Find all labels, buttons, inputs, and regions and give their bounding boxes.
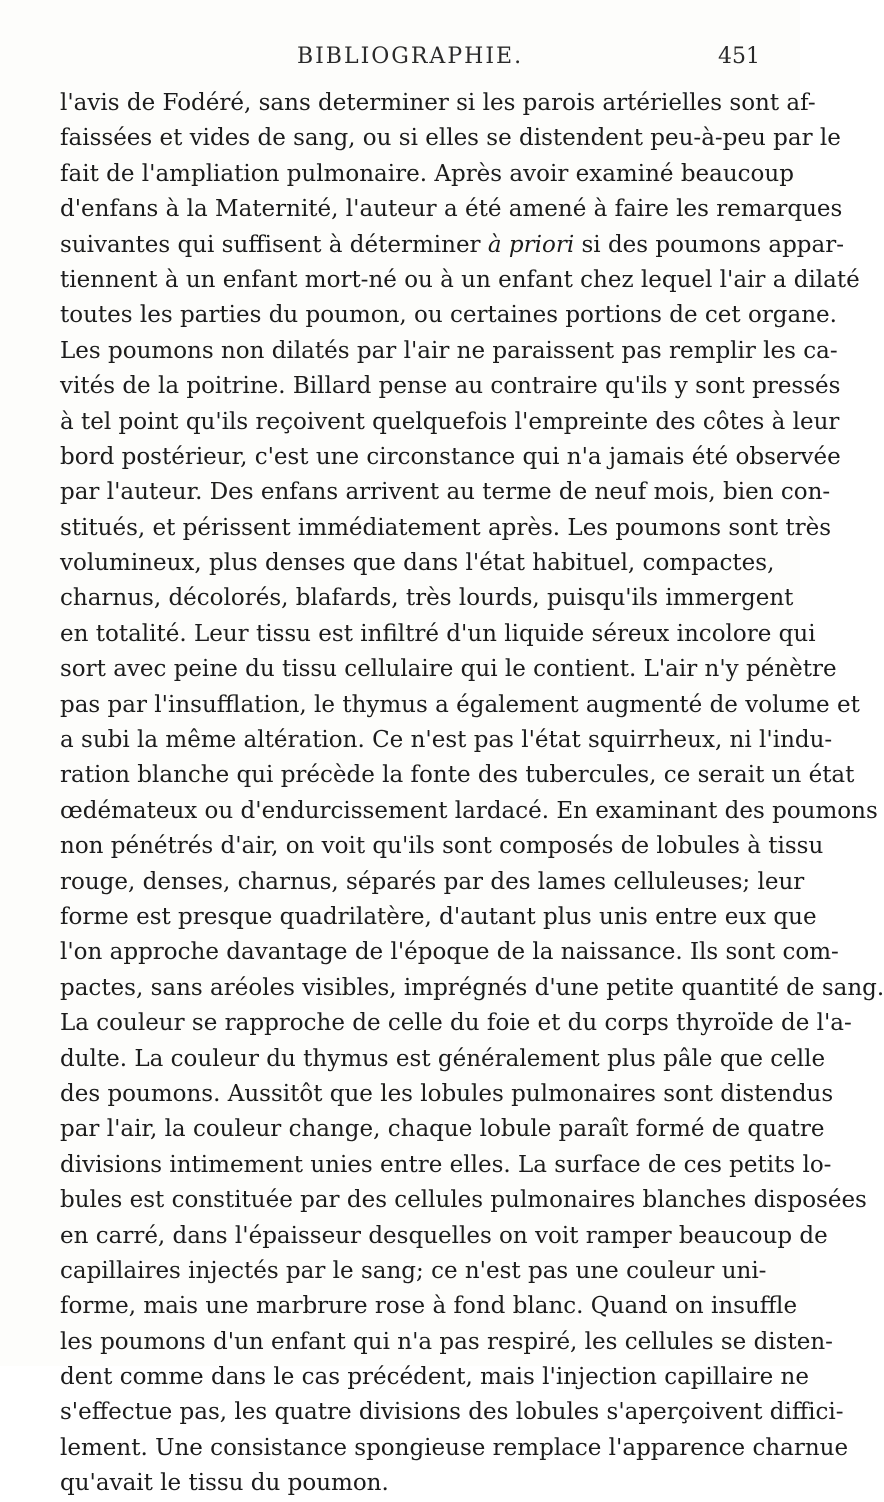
text-line: en carré, dans l'épaisseur desquelles on voit ramper beaucoup de [60, 1222, 828, 1249]
text-line-end: si des poumons appar- [581, 231, 845, 258]
text-line: forme, mais une marbrure rose à fond blanc. Quand on insuffle [60, 1293, 798, 1320]
text-line: ration blanche qui précède la fonte des tubercules, ce serait un état [60, 762, 855, 789]
text-line: vités de la poitrine. Billard pense au contraire qu'ils y sont pressés [60, 373, 841, 400]
text-line: en totalité. Leur tissu est infiltré d'un liquide séreux incolore qui [60, 620, 816, 647]
text-line-last: qu'avait le tissu du poumon. [60, 1470, 389, 1497]
text-line: par l'auteur. Des enfans arrivent au terme de neuf mois, bien con- [60, 479, 831, 506]
text-line: à tel point qu'ils reçoivent quelquefois l'empreinte des côtes à leur [60, 408, 840, 435]
text-line: stitués, et périssent immédiatement après. Les poumons sont très [60, 514, 832, 541]
text-line: volumineux, plus denses que dans l'état habituel, compactes, [60, 550, 775, 577]
text-line-start: suivantes qui suffisent à déterminer [60, 231, 481, 258]
text-line: bord postérieur, c'est une circonstance qui n'a jamais été observée [60, 443, 841, 470]
text-line: La couleur se rapproche de celle du foie et du corps thyroïde de l'a- [60, 1010, 852, 1037]
body-text [60, 86, 884, 1502]
text-line: s'effectue pas, les quatre divisions des lobules s'aperçoivent diffici- [60, 1399, 844, 1426]
running-title: BIBLIOGRAPHIE. [296, 44, 524, 69]
text-line: bules est constituée par des cellules pulmonaires blanches disposées [60, 1187, 867, 1214]
text-line: dulte. La couleur du thymus est généralement plus pâle que celle [60, 1045, 826, 1072]
text-line: pactes, sans aréoles visibles, imprégnés d'une petite quantité de sang. [60, 974, 884, 1001]
text-line: sort avec peine du tissu cellulaire qui le contient. L'air n'y pénètre [60, 656, 837, 683]
text-line: forme est presque quadrilatère, d'autant plus unis entre eux que [60, 903, 817, 930]
text-line: des poumons. Aussitôt que les lobules pulmonaires sont distendus [60, 1080, 834, 1107]
text-line: divisions intimement unies entre elles. La surface de ces petits lo- [60, 1151, 832, 1178]
text-line: d'enfans à la Maternité, l'auteur a été amené à faire les remarques [60, 196, 843, 223]
page-number: 451 [718, 44, 760, 69]
text-line: par l'air, la couleur change, chaque lobule paraît formé de quatre [60, 1116, 825, 1143]
text-line: œdémateux ou d'endurcissement lardacé. En examinant des poumons [60, 797, 878, 824]
text-line: Les poumons non dilatés par l'air ne paraissent pas remplir les ca- [60, 337, 838, 364]
text-line: pas par l'insufflation, le thymus a également augmenté de volume et [60, 691, 860, 718]
text-line: tiennent à un enfant mort-né ou à un enfant chez lequel l'air a dilaté [60, 266, 860, 293]
text-line: a subi la même altération. Ce n'est pas l'état squirrheux, ni l'indu- [60, 727, 833, 754]
running-head [60, 44, 760, 74]
text-line: dent comme dans le cas précédent, mais l'injection capillaire ne [60, 1364, 809, 1391]
text-line: l'on approche davantage de l'époque de la naissance. Ils sont com- [60, 939, 839, 966]
text-line: charnus, décolorés, blafards, très lourds, puisqu'ils immergent [60, 585, 794, 612]
text-line [60, 228, 845, 263]
text-line: fait de l'ampliation pulmonaire. Après avoir examiné beaucoup [60, 160, 794, 187]
text-line: l'avis de Fodéré, sans determiner si les parois artérielles sont af- [60, 90, 816, 116]
text-line: faissées et vides de sang, ou si elles se distendent peu-à-peu par le [60, 125, 841, 152]
text-line: lement. Une consistance spongieuse remplace l'apparence charnue [60, 1434, 849, 1461]
italic-phrase: à priori [487, 231, 575, 258]
text-line: toutes les parties du poumon, ou certaines portions de cet organe. [60, 302, 837, 329]
text-line: les poumons d'un enfant qui n'a pas respiré, les cellules se disten- [60, 1328, 833, 1355]
text-line: rouge, denses, charnus, séparés par des lames celluleuses; leur [60, 868, 805, 895]
text-line: non pénétrés d'air, on voit qu'ils sont composés de lobules à tissu [60, 833, 824, 860]
text-line: capillaires injectés par le sang; ce n'est pas une couleur uni- [60, 1257, 767, 1284]
